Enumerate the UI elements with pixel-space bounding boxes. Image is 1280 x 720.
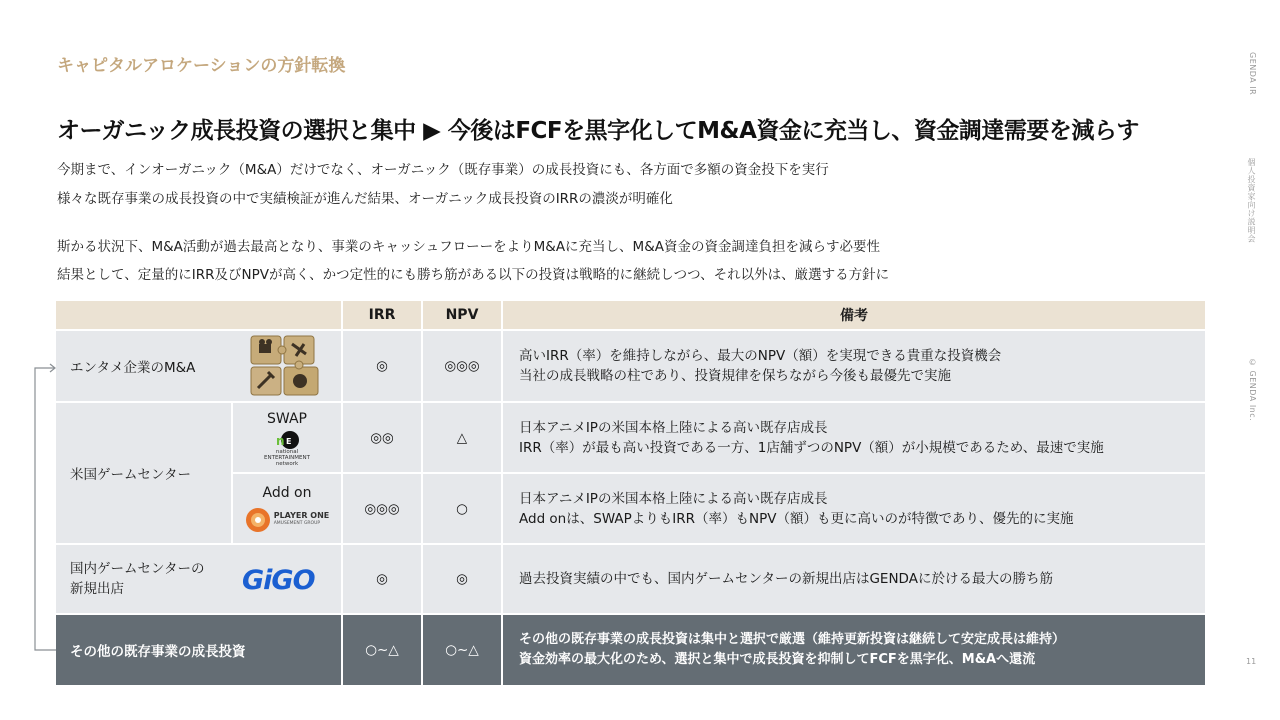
row-ma-irr: ◎ <box>343 331 421 401</box>
player-one-subtext: AMUSEMENT GROUP <box>273 520 321 526</box>
player-one-logo <box>245 507 330 533</box>
addon-label: Add on <box>262 484 312 501</box>
body-line-2: 様々な既存事業の成長投資の中で実績検証が進んだ結果、オーガニック成長投資のIRRの濃淡が明確化 <box>57 191 673 207</box>
row-other-note-line1: その他の既存事業の成長投資は集中と選択で厳選（維持更新投資は継続して安定成長は維持） <box>519 632 1066 647</box>
nen-line-1: national <box>275 448 299 455</box>
row-domestic-label-line1: 国内ゲームセンターの <box>70 561 205 577</box>
player-one-text: PLAYER ONE <box>273 510 330 520</box>
nen-line-3: network <box>275 460 299 467</box>
page-number: 11 <box>1246 657 1257 666</box>
swap-cell <box>233 403 341 472</box>
swap-npv: △ <box>423 403 501 472</box>
row-other-note-line2: 資金効率の最大化のため、選択と集中で成長投資を抑制してFCFを黒字化、M&Aへ還流 <box>519 652 1036 667</box>
body-line-1: 今期まで、インオーガニック（M&A）だけでなく、オーガニック（既存事業）の成長投資にも、各方面で多額の資金投下を実行 <box>57 162 829 178</box>
swap-note-line1: 日本アニメIPの米国本格上陸による高い既存店成長 <box>519 419 828 436</box>
body-line-4: 結果として、定量的にIRR及びNPVが高く、かつ定性的にも勝ち筋がある以下の投資は戦略的に継続しつつ、それ以外は、厳選する方針に <box>57 267 890 283</box>
row-other-label-cell <box>56 615 341 685</box>
gigo-logo: GiGO <box>242 565 315 596</box>
swap-label: SWAP <box>267 410 307 427</box>
row-ma-note-line1: 高いIRR（率）を維持しながら、最大のNPV（額）を実現できる貴重な投資機会 <box>519 348 1002 364</box>
row-other-label: その他の既存事業の成長投資 <box>70 644 246 660</box>
addon-npv: ○ <box>423 474 501 543</box>
page-headline: オーガニック成長投資の選択と集中 ▶ 今後はFCFを黒字化してM&A資金に充当し、資金調達需要を減らす <box>57 118 1139 144</box>
swap-irr: ◎◎ <box>343 403 421 472</box>
player-one-logo-icon <box>245 507 271 533</box>
row-us-label: 米国ゲームセンター <box>70 467 191 483</box>
row-ma-note <box>503 331 1205 401</box>
row-domestic-npv: ◎ <box>423 545 501 613</box>
swap-note-line2: IRR（率）が最も高い投資である一方、1店舗ずつのNPV（額）が小規模であるため、最速で実施 <box>519 439 1104 456</box>
row-domestic-label-line2: 新規出店 <box>70 581 124 597</box>
swap-note <box>503 403 1205 472</box>
body-line-3: 斯かる状況下、M&A活動が過去最高となり、事業のキャッシュフローーをよりM&Aに充当し、M&A資金の資金調達負担を減らす必要性 <box>57 239 880 255</box>
row-other-irr: ○~△ <box>343 615 421 685</box>
svg-text:E: E <box>286 436 292 446</box>
nen-line-2: ENTERTAINMENT <box>264 454 310 461</box>
side-label-event: 個人投資家向け説明会 <box>1247 158 1256 243</box>
header-npv: NPV <box>423 301 501 329</box>
svg-text:n: n <box>276 433 285 448</box>
row-other-npv: ○~△ <box>423 615 501 685</box>
addon-cell <box>233 474 341 543</box>
addon-note-line1: 日本アニメIPの米国本格上陸による高い既存店成長 <box>519 490 828 507</box>
side-label-ir: GENDA IR <box>1248 52 1257 96</box>
row-domestic-note-line: 過去投資実績の中でも、国内ゲームセンターの新規出店はGENDAに於ける最大の勝ち筋 <box>519 571 1053 587</box>
addon-note <box>503 474 1205 543</box>
header-notes: 備考 <box>503 301 1205 329</box>
row-ma-label: エンタメ企業のM&A <box>70 360 196 376</box>
row-domestic-irr: ◎ <box>343 545 421 613</box>
nen-logo-text <box>264 449 310 467</box>
header-blank <box>56 301 341 329</box>
puzzle-icon <box>248 334 326 398</box>
row-other-note <box>503 615 1205 685</box>
row-ma-note-line2: 当社の成長戦略の柱であり、投資規律を保ちながら今後も最優先で実施 <box>519 368 951 384</box>
addon-irr: ◎◎◎ <box>343 474 421 543</box>
nen-logo-icon <box>272 429 302 449</box>
header-irr: IRR <box>343 301 421 329</box>
row-us-label-cell <box>56 403 231 543</box>
section-title: キャピタルアロケーションの方針転換 <box>57 56 346 76</box>
row-domestic-note <box>503 545 1205 613</box>
row-ma-npv: ◎◎◎ <box>423 331 501 401</box>
addon-note-line2: Add onは、SWAPよりもIRR（率）もNPV（額）も更に高いのが特徴であり、優先的に実施 <box>519 510 1074 527</box>
side-label-copyright: © GENDA Inc. <box>1248 358 1257 422</box>
